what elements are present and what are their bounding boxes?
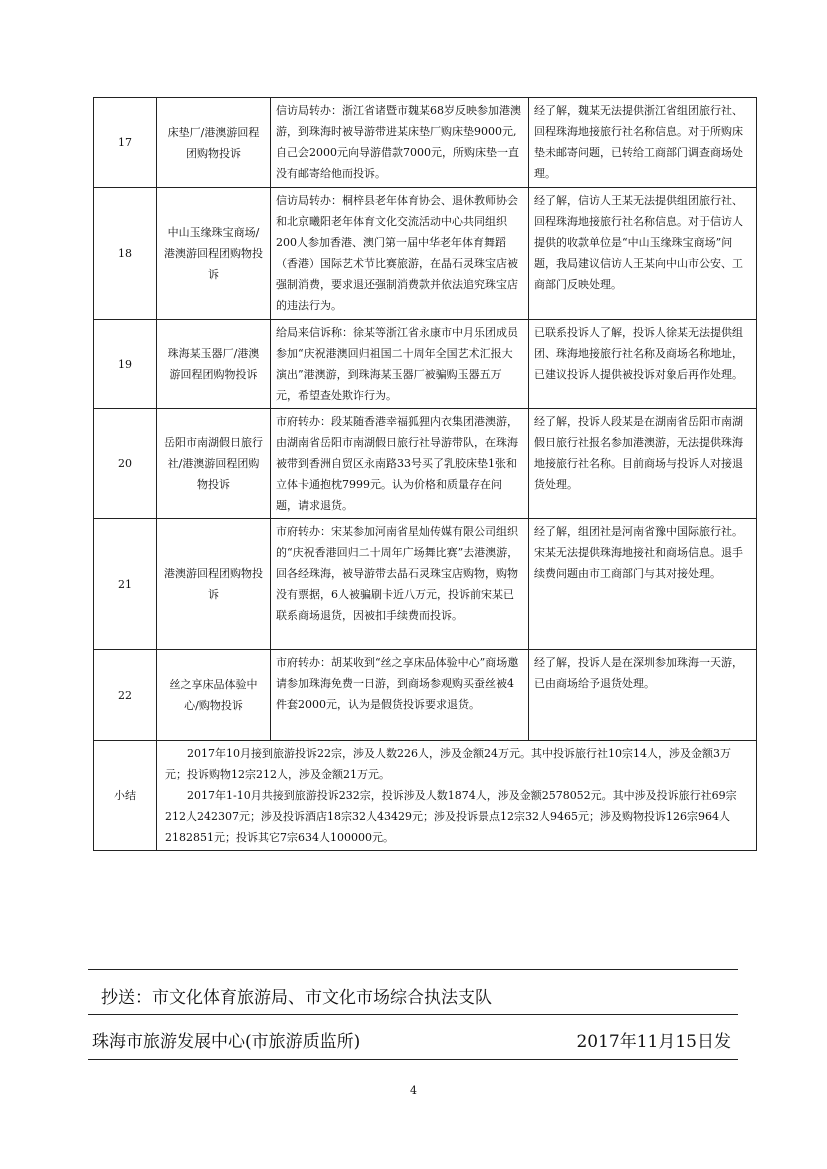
complaint-content: 信访局转办：桐梓县老年体育协会、退休教师协会和北京曦阳老年体育文化交流活动中心共同组织200人参加香港、澳门第一届中华老年体育舞蹈（香港）国际艺术节比赛旅游，在晶石灵珠宝店被强制消费，要求退还强制消费款并依法追究珠宝店的违法行为。 <box>271 188 529 320</box>
handling-result: 经了解，投诉人是在深圳参加珠海一天游，已由商场给予退货处理。 <box>529 650 757 741</box>
handling-result: 经了解，魏某无法提供浙江省组团旅行社、回程珠海地接旅行社名称信息。对于所购床垫未邮寄问题，已转给工商部门调查商场处理。 <box>529 98 757 188</box>
table-row <box>94 98 757 188</box>
row-number: 17 <box>94 98 157 188</box>
footer-rule-bottom <box>88 1059 738 1060</box>
footer-rule-middle <box>88 1014 738 1015</box>
row-number: 22 <box>94 650 157 741</box>
footer-rule-top <box>88 969 738 970</box>
complaint-category: 中山玉缘珠宝商场/港澳游回程团购物投诉 <box>157 188 271 320</box>
complaint-category: 珠海某玉器厂/港澳游回程团购物投诉 <box>157 320 271 409</box>
complaint-category: 港澳游回程团购物投诉 <box>157 519 271 650</box>
complaint-content: 市府转办：宋某参加河南省星灿传媒有限公司组织的“庆祝香港回归二十周年广场舞比赛”去港澳游，回各经珠海，被导游带去晶石灵珠宝店购物，购物没有票据，6人被骗刷卡近八万元，投诉前宋某已联系商场退货，因被扣手续费而投诉。 <box>271 519 529 650</box>
row-number: 19 <box>94 320 157 409</box>
handling-result: 经了解，组团社是河南省豫中国际旅行社。宋某无法提供珠海地接社和商场信息。退手续费问题由市工商部门与其对接处理。 <box>529 519 757 650</box>
issuing-organization: 珠海市旅游发展中心(市旅游质监所) <box>92 1032 361 1052</box>
table-row <box>94 519 757 650</box>
issue-date: 2017年11月15日发 <box>576 1032 731 1052</box>
complaint-content: 给局来信诉称：徐某等浙江省永康市中月乐团成员参加“庆祝港澳回归祖国二十周年全国艺术汇报大演出”港澳游，到珠海某玉器厂被骗购玉器五万元，希望查处欺诈行为。 <box>271 320 529 409</box>
handling-result: 已联系投诉人了解，投诉人徐某无法提供组团、珠海地接旅行社名称及商场名称地址，已建议投诉人提供被投诉对象后再作处理。 <box>529 320 757 409</box>
row-number: 21 <box>94 519 157 650</box>
row-number: 20 <box>94 409 157 519</box>
table-row <box>94 650 757 741</box>
handling-result: 经了解，信访人王某无法提供组团旅行社、回程珠海地接旅行社名称信息。对于信访人提供的收款单位是“中山玉缘珠宝商场”问题，我局建议信访人王某向中山市公安、工商部门反映处理。 <box>529 188 757 320</box>
summary-paragraph-year: 2017年1-10月共接到旅游投诉232宗，投诉涉及人数1874人，涉及金额2578052元。其中涉及投诉旅行社69宗212人242307元；涉及投诉酒店18宗32人43429元；涉及投诉景点12宗32人9465元；涉及购物投诉126宗964人2182851元；投诉其它7宗634人100000元。 <box>165 789 737 844</box>
table-row <box>94 409 757 519</box>
table-row <box>94 320 757 409</box>
complaint-content: 市府转办：段某随香港幸福狐狸内衣集团港澳游，由湖南省岳阳市南湖假日旅行社导游带队，在珠海被带到香洲自贸区永南路33号买了乳胶床垫1张和立体卡通抱枕7999元。认为价格和质量存在问题，请求退货。 <box>271 409 529 519</box>
complaint-content: 市府转办：胡某收到“丝之享床品体验中心”商场邀请参加珠海免费一日游，到商场参观购买蚕丝被4件套2000元，认为是假货投诉要求退货。 <box>271 650 529 741</box>
summary-paragraph-october: 2017年10月接到旅游投诉22宗，涉及人数226人，涉及金额24万元。其中投诉旅行社10宗14人，涉及金额3万元；投诉购物12宗212人，涉及金额21万元。 <box>165 747 731 781</box>
handling-result: 经了解，投诉人段某是在湖南省岳阳市南湖假日旅行社报名参加港澳游，无法提供珠海地接旅行社名称。目前商场与投诉人对接退货处理。 <box>529 409 757 519</box>
summary-content <box>157 741 757 851</box>
summary-label: 小结 <box>94 741 157 851</box>
summary-row <box>94 741 757 851</box>
table-row <box>94 188 757 320</box>
complaint-category: 岳阳市南湖假日旅行社/港澳游回程团购物投诉 <box>157 409 271 519</box>
row-number: 18 <box>94 188 157 320</box>
complaint-category: 丝之享床品体验中心/购物投诉 <box>157 650 271 741</box>
page-number: 4 <box>410 1084 417 1097</box>
cc-recipients: 抄送：市文化体育旅游局、市文化市场综合执法支队 <box>101 988 492 1008</box>
complaint-category: 床垫厂/港澳游回程团购物投诉 <box>157 98 271 188</box>
complaint-content: 信访局转办：浙江省诸暨市魏某68岁反映参加港澳游，到珠海时被导游带进某床垫厂购床垫9000元,自己会2000元向导游借款7000元，所购床垫一直没有邮寄给他而投诉。 <box>271 98 529 188</box>
complaint-table <box>93 97 757 851</box>
